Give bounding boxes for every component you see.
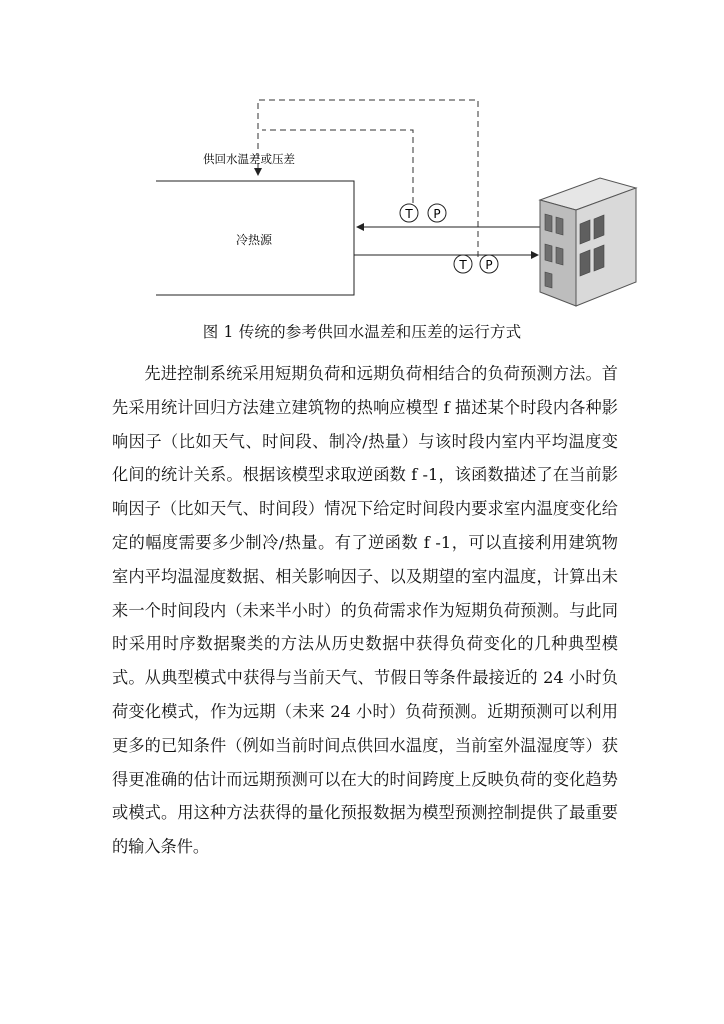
gauge-bottom-p <box>480 255 498 273</box>
svg-text:P: P <box>433 207 441 221</box>
figure-caption: 图 1 传统的参考供回水温差和压差的运行方式 <box>202 323 522 341</box>
svg-text:T: T <box>459 258 467 272</box>
gauge-top-t <box>400 204 418 222</box>
svg-text:P: P <box>485 258 493 272</box>
gauge-bottom-t <box>454 255 472 273</box>
dashed-line-label: 供回水温差或压差 <box>203 152 295 166</box>
office-building-icon <box>540 178 636 306</box>
svg-text:T: T <box>405 207 413 221</box>
gauge-top-p <box>428 204 446 222</box>
heat-source-label: 冷热源 <box>235 233 273 247</box>
control-diagram <box>0 0 724 320</box>
paragraph: 先进控制系统采用短期负荷和远期负荷相结合的负荷预测方法。首先采用统计回归方法建立建筑物的热响应模型 f 描述某个时段内各种影响因子（比如天气、时间段、制冷/热量）与该时段内室内平均温度变化间的统计关系。根据该模型求取逆函数 f -1，该函数描述了在当前影响因子（比如天气、时间段）情况下给定时间段内要求室内温度变化给定的幅度需要多少制冷/热量。有了逆函数 f -1，可以直接利用建筑物室内平均温湿度数据、相关影响因子、以及期望的室内温度，计算出未来一个时间段内（未来半小时）的负荷需求作为短期负荷预测。与此同时采用时序数据聚类的方法从历史数据中获得负荷变化的几种典型模式。从典型模式中获得与当前天气、节假日等条件最接近的 24 小时负荷变化模式，作为远期（未来 24 小时）负荷预测。近期预测可以利用更多的已知条件（例如当前时间点供回水温度，当前室外温湿度等）获得更准确的估计而远期预测可以在大的时间跨度上反映负荷的变化趋势或模式。用这种方法获得的量化预报数据为模型预测控制提供了最重要的输入条件。 <box>112 364 618 857</box>
dashed-feedback-lines <box>258 100 478 257</box>
body-text <box>112 357 618 864</box>
heat-source-box <box>156 181 354 295</box>
